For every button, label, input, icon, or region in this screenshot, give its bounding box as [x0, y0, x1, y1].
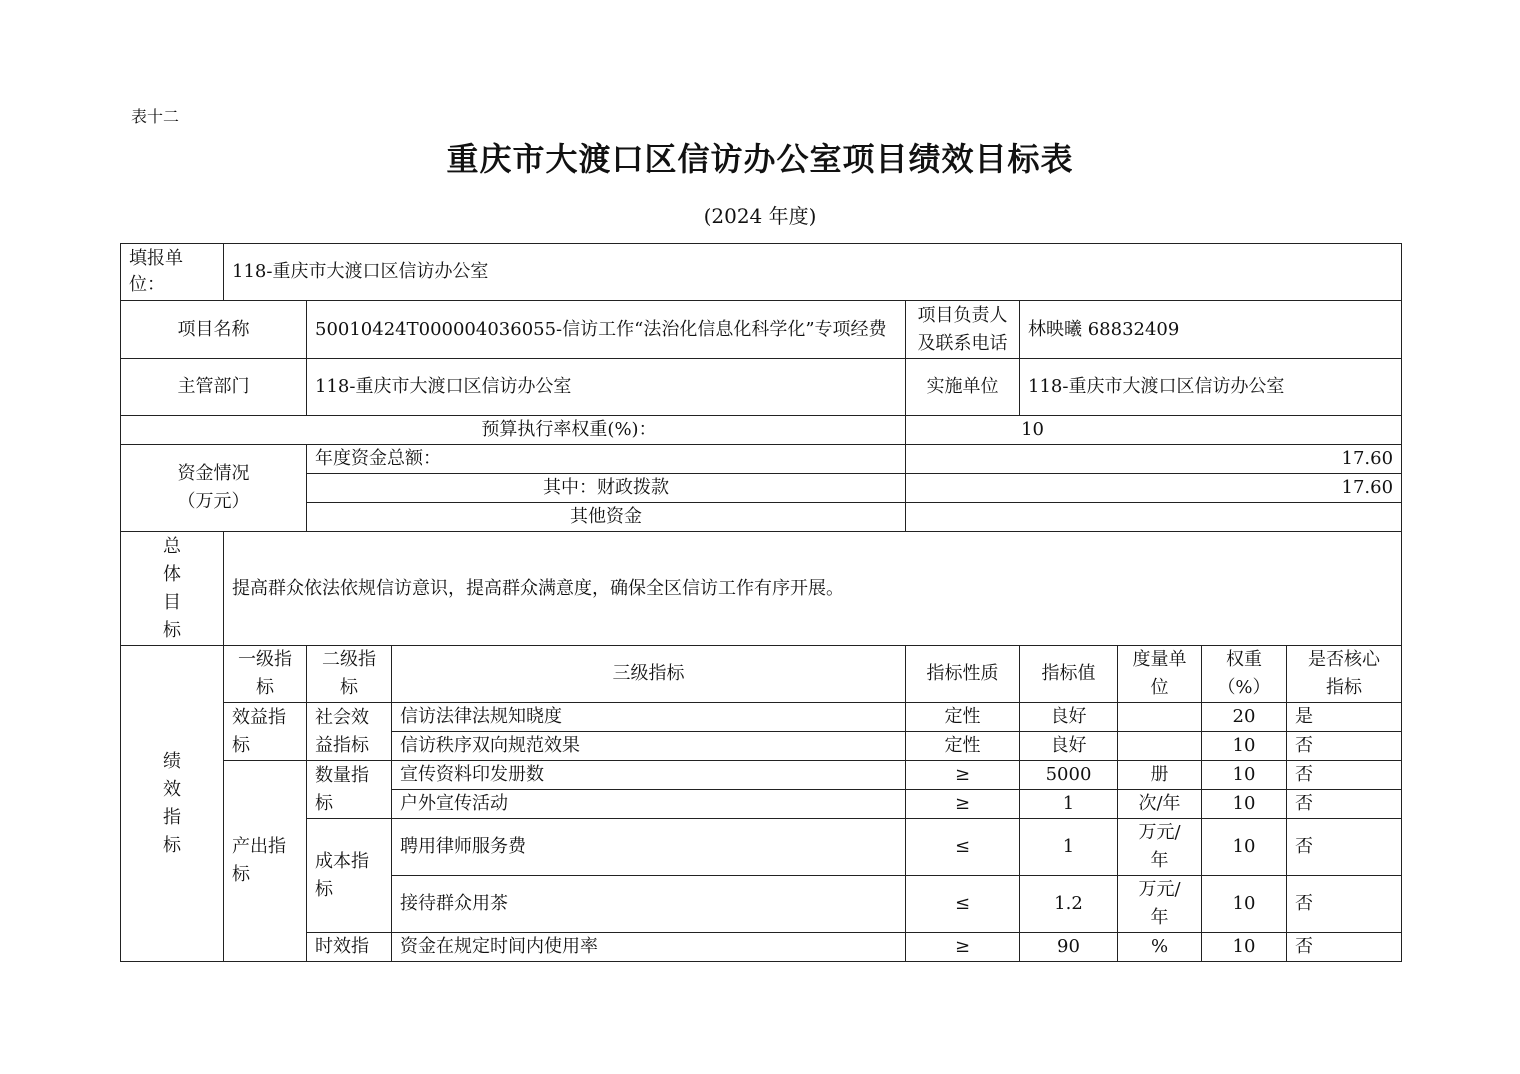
header-value: 指标值: [1020, 646, 1118, 703]
leader-label: 项目负责人及联系电话: [906, 301, 1020, 359]
funds-total-value: 17.60: [906, 445, 1402, 474]
perf-char: 绩: [163, 750, 181, 772]
project-name-value: 50010424T000004036055-信访工作“法治化信息化科学化”专项经费: [307, 301, 906, 359]
row-nature: ≤: [906, 819, 1020, 876]
row-core: 是: [1287, 703, 1402, 732]
perf-char: 指: [163, 806, 181, 828]
row-core: 否: [1287, 819, 1402, 876]
row-name: 接待群众用茶: [392, 876, 906, 933]
row-core: 否: [1287, 761, 1402, 790]
header-core: 是否核心指标: [1287, 646, 1402, 703]
row-unit: 册: [1118, 761, 1202, 790]
row-nature: 定性: [906, 732, 1020, 761]
perf-char: 效: [163, 778, 181, 800]
performance-target-table: [120, 243, 1402, 962]
header-level1: 一级指标: [224, 646, 307, 703]
row-name: 聘用律师服务费: [392, 819, 906, 876]
header-level2: 二级指标: [307, 646, 392, 703]
leader-value: 林映曦 68832409: [1020, 301, 1402, 359]
row-nature: ≥: [906, 790, 1020, 819]
row-name: 信访秩序双向规范效果: [392, 732, 906, 761]
row-core: 否: [1287, 732, 1402, 761]
row-weight: 10: [1202, 790, 1287, 819]
row-value: 5000: [1020, 761, 1118, 790]
row-weight: 10: [1202, 876, 1287, 933]
performance-label: [121, 646, 224, 962]
row-value: 90: [1020, 933, 1118, 962]
row-value: 良好: [1020, 703, 1118, 732]
budget-rate-value: 10: [906, 416, 1402, 445]
page-title: 重庆市大渡口区信访办公室项目绩效目标表: [446, 140, 1074, 178]
goal-char: 体: [163, 563, 181, 585]
row-unit: 次/年: [1118, 790, 1202, 819]
funds-fiscal-value: 17.60: [906, 474, 1402, 503]
row-core: 否: [1287, 876, 1402, 933]
funds-fiscal-label: 其中：财政拨款: [307, 474, 906, 503]
goal-char: 目: [163, 591, 181, 613]
row-unit: [1118, 703, 1202, 732]
header-level3: 三级指标: [392, 646, 906, 703]
perf-char: 标: [163, 834, 181, 856]
funds-other-value: [906, 503, 1402, 532]
row-unit: [1118, 732, 1202, 761]
funds-label-line2: （万元）: [177, 491, 250, 512]
row-weight: 10: [1202, 933, 1287, 962]
header-nature: 指标性质: [906, 646, 1020, 703]
row-name: 户外宣传活动: [392, 790, 906, 819]
impl-label: 实施单位: [906, 359, 1020, 416]
row-value: 1: [1020, 790, 1118, 819]
row-unit: 万元/年: [1118, 819, 1202, 876]
row-name: 宣传资料印发册数: [392, 761, 906, 790]
overall-goal-label: [121, 532, 224, 646]
row-weight: 10: [1202, 732, 1287, 761]
row-nature: ≤: [906, 876, 1020, 933]
row-weight: 10: [1202, 761, 1287, 790]
group-social: 社会效益指标: [307, 703, 392, 761]
funds-label-line1: 资金情况: [177, 463, 250, 484]
goal-char: 总: [163, 535, 181, 557]
dept-label: 主管部门: [121, 359, 307, 416]
row-unit: 万元/年: [1118, 876, 1202, 933]
budget-rate-label: 预算执行率权重(%)：: [121, 416, 906, 445]
group-benefit: 效益指标: [224, 703, 307, 761]
header-unit: 度量单位: [1118, 646, 1202, 703]
row-core: 否: [1287, 790, 1402, 819]
row-value: 良好: [1020, 732, 1118, 761]
row-unit: %: [1118, 933, 1202, 962]
row-weight: 20: [1202, 703, 1287, 732]
overall-goal-text: 提高群众依法依规信访意识，提高群众满意度，确保全区信访工作有序开展。: [224, 532, 1402, 646]
fill-unit-label: 填报单位：: [121, 244, 224, 301]
year-subtitle: (2024 年度): [703, 204, 817, 228]
row-value: 1.2: [1020, 876, 1118, 933]
group-timeliness: 时效指: [307, 933, 392, 962]
row-nature: ≥: [906, 761, 1020, 790]
fill-unit-value: 118-重庆市大渡口区信访办公室: [224, 244, 1402, 301]
row-value: 1: [1020, 819, 1118, 876]
goal-char: 标: [163, 619, 181, 641]
impl-value: 118-重庆市大渡口区信访办公室: [1020, 359, 1402, 416]
table-number-label: 表十二: [131, 107, 180, 126]
row-name: 信访法律法规知晓度: [392, 703, 906, 732]
project-name-label: 项目名称: [121, 301, 307, 359]
row-nature: ≥: [906, 933, 1020, 962]
funds-other-label: 其他资金: [307, 503, 906, 532]
dept-value: 118-重庆市大渡口区信访办公室: [307, 359, 906, 416]
funds-total-label: 年度资金总额：: [307, 445, 906, 474]
group-quantity: 数量指标: [307, 761, 392, 819]
row-weight: 10: [1202, 819, 1287, 876]
row-nature: 定性: [906, 703, 1020, 732]
group-cost: 成本指标: [307, 819, 392, 933]
row-core: 否: [1287, 933, 1402, 962]
row-name: 资金在规定时间内使用率: [392, 933, 906, 962]
group-output: 产出指标: [224, 761, 307, 962]
header-weight: 权重（%）: [1202, 646, 1287, 703]
funds-label: [121, 445, 307, 532]
